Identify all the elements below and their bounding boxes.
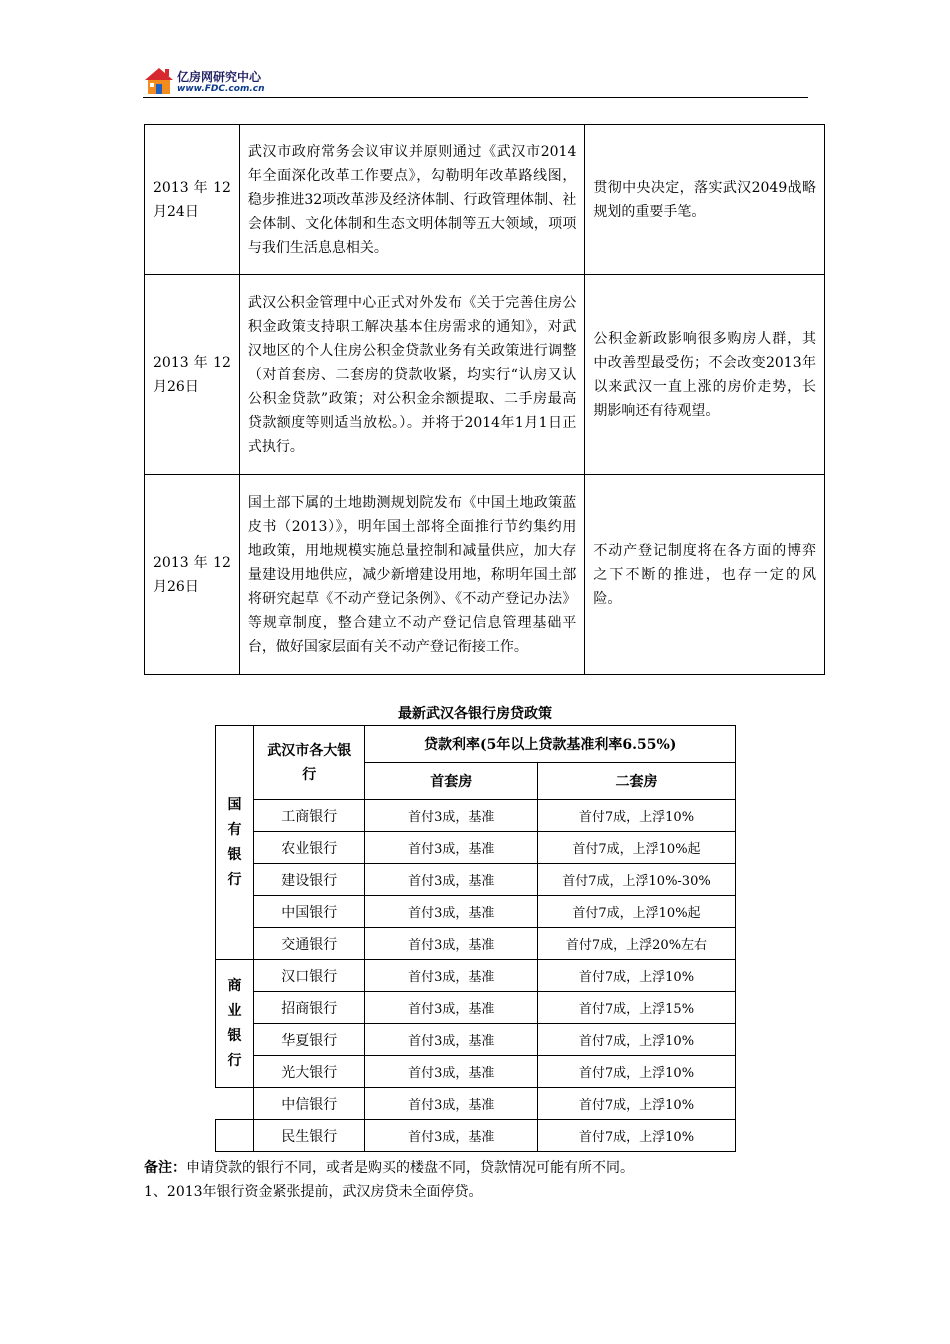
logo-url: www.FDC.com.cn	[177, 84, 265, 94]
first-home-terms: 首付3成，基准	[365, 896, 538, 928]
remark-text: 申请贷款的银行不同，或者是购买的楼盘不同，贷款情况可能有所不同。	[186, 1160, 634, 1176]
event-date: 2013 年 12 月26日	[145, 275, 240, 475]
second-home-terms: 首付7成，上浮10%	[537, 1088, 735, 1120]
table-row	[216, 1120, 736, 1152]
first-home-terms: 首付3成，基准	[365, 1120, 538, 1152]
second-home-terms: 首付7成，上浮10%起	[537, 896, 735, 928]
category-label: 商业银行	[227, 977, 242, 1069]
category-state-banks	[216, 726, 254, 960]
bank-name: 华夏银行	[254, 1024, 365, 1056]
bank-name: 光大银行	[254, 1056, 365, 1088]
loan-policy-table	[215, 725, 736, 1152]
table-row	[216, 800, 736, 832]
first-home-terms: 首付3成，基准	[365, 832, 538, 864]
header-second-home: 二套房	[537, 763, 735, 800]
events-table	[144, 124, 825, 675]
table-row	[145, 275, 825, 475]
remark-line	[144, 1156, 824, 1180]
first-home-terms: 首付3成，基准	[365, 992, 538, 1024]
table-row	[216, 1056, 736, 1088]
bank-name: 汉口银行	[254, 960, 365, 992]
bank-name: 民生银行	[254, 1120, 365, 1152]
remark-label: 备注：	[144, 1160, 186, 1176]
category-label: 国有银行	[227, 796, 242, 888]
empty-category-cell	[216, 1120, 254, 1152]
event-comment: 公积金新政影响很多购房人群，其中改善型最受伤；不会改变2013年以来武汉一直上涨的房价走势，长期影响还有待观望。	[585, 275, 825, 475]
bank-name: 中国银行	[254, 896, 365, 928]
second-home-terms: 首付7成，上浮10%	[537, 800, 735, 832]
empty-category-cell	[216, 1088, 254, 1120]
second-home-terms: 首付7成，上浮20%左右	[537, 928, 735, 960]
bank-name: 中信银行	[254, 1088, 365, 1120]
event-comment: 不动产登记制度将在各方面的博弈之下不断的推进，也存一定的风险。	[585, 475, 825, 675]
house-logo-icon	[143, 66, 175, 96]
second-home-terms: 首付7成，上浮10%	[537, 1024, 735, 1056]
table-row	[216, 832, 736, 864]
header-rate: 贷款利率(5年以上贷款基准利率6.55%)	[365, 726, 736, 763]
first-home-terms: 首付3成，基准	[365, 864, 538, 896]
page-header	[143, 64, 808, 100]
table-row	[216, 896, 736, 928]
bank-name: 工商银行	[254, 800, 365, 832]
logo-name: 亿房网研究中心	[177, 70, 262, 84]
header-rule	[143, 97, 808, 98]
first-home-terms: 首付3成，基准	[365, 1088, 538, 1120]
bank-name: 农业银行	[254, 832, 365, 864]
first-home-terms: 首付3成，基准	[365, 960, 538, 992]
table-row	[145, 125, 825, 275]
table-row	[145, 475, 825, 675]
second-home-terms: 首付7成，上浮10%起	[537, 832, 735, 864]
header-first-home: 首套房	[365, 763, 538, 800]
header-bank: 武汉市各大银行	[254, 726, 365, 800]
table-row	[216, 960, 736, 992]
first-home-terms: 首付3成，基准	[365, 928, 538, 960]
table-row	[216, 992, 736, 1024]
second-home-terms: 首付7成，上浮10%	[537, 1120, 735, 1152]
second-home-terms: 首付7成，上浮10%	[537, 1056, 735, 1088]
second-home-terms: 首付7成，上浮10%-30%	[537, 864, 735, 896]
first-home-terms: 首付3成，基准	[365, 800, 538, 832]
table-row	[216, 1088, 736, 1120]
table-row	[216, 928, 736, 960]
table-row	[216, 864, 736, 896]
note-item-1: 1、2013年银行资金紧张提前，武汉房贷未全面停贷。	[144, 1184, 483, 1200]
bank-name: 交通银行	[254, 928, 365, 960]
bank-name: 招商银行	[254, 992, 365, 1024]
category-commercial-banks	[216, 960, 254, 1088]
event-description: 武汉公积金管理中心正式对外发布《关于完善住房公积金政策支持职工解决基本住房需求的通知》，对武汉地区的个人住房公积金贷款业务有关政策进行调整（对首套房、二套房的贷款收紧，均实行“认房又认公积金贷款”政策；对公积金余额提取、二手房最高贷款额度等则适当放松。）。并将于2014年1月1日正式执行。	[239, 275, 584, 475]
first-home-terms: 首付3成，基准	[365, 1024, 538, 1056]
second-home-terms: 首付7成，上浮15%	[537, 992, 735, 1024]
event-comment: 贯彻中央决定，落实武汉2049战略规划的重要手笔。	[585, 125, 825, 275]
table-row	[216, 1024, 736, 1056]
event-description: 国土部下属的土地勘测规划院发布《中国土地政策蓝皮书（2013）》，明年国土部将全面推行节约集约用地政策，用地规模实施总量控制和减量供应，加大存量建设用地供应，减少新增建设用地，称明年国土部将研究起草《不动产登记条例》、《不动产登记办法》等规章制度，整合建立不动产登记信息管理基础平台，做好国家层面有关不动产登记衔接工作。	[239, 475, 584, 675]
loan-table-title: 最新武汉各银行房贷政策	[398, 706, 552, 722]
bank-name: 建设银行	[254, 864, 365, 896]
event-description: 武汉市政府常务会议审议并原则通过《武汉市2014年全面深化改革工作要点》，勾勒明年改革路线图，稳步推进32项改革涉及经济体制、行政管理体制、社会体制、文化体制和生态文明体制等五大领域，项项与我们生活息息相关。	[239, 125, 584, 275]
event-date: 2013 年 12 月24日	[145, 125, 240, 275]
second-home-terms: 首付7成，上浮10%	[537, 960, 735, 992]
notes	[144, 1156, 824, 1204]
first-home-terms: 首付3成，基准	[365, 1056, 538, 1088]
event-date: 2013 年 12 月26日	[145, 475, 240, 675]
